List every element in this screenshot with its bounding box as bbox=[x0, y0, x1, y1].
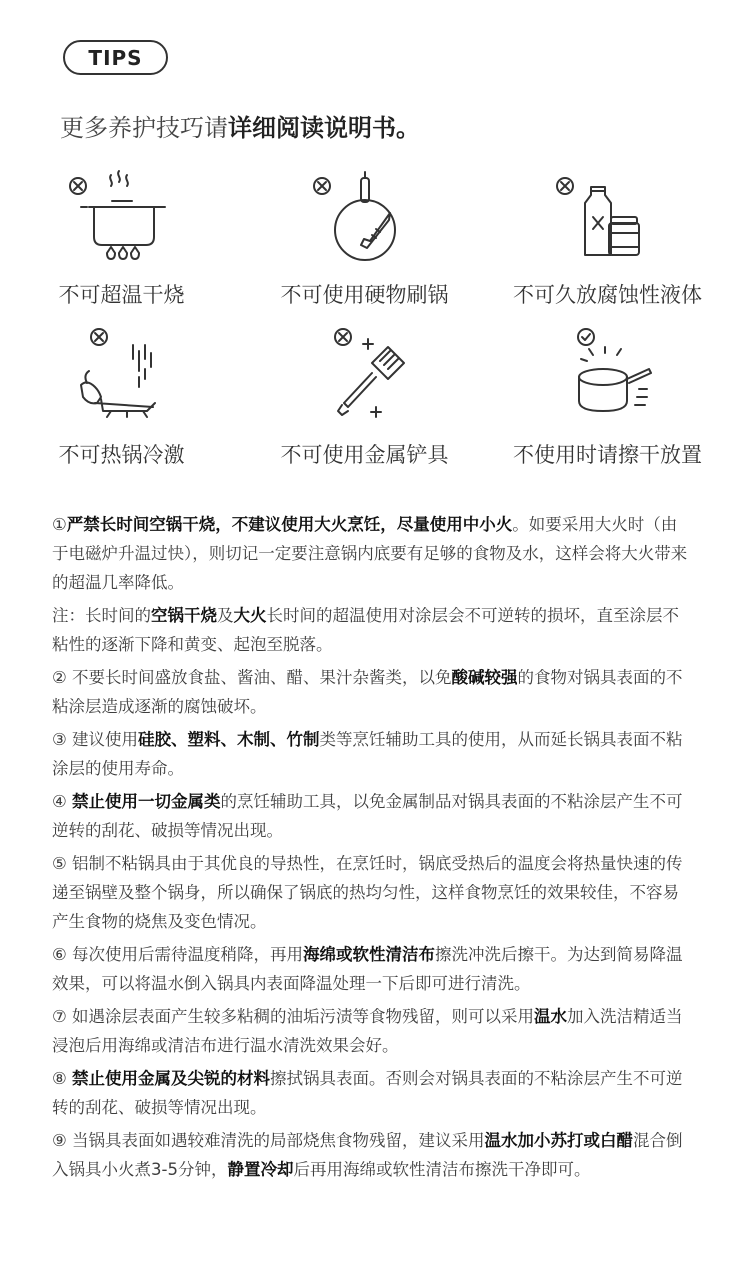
instruction-text: 擦洗冲洗后擦干。为达到简易降温效果，可以将温水倒入锅具内表面降温处理一下后即可进行清洗。 bbox=[52, 945, 683, 993]
icon-caption: 不可超温干烧 bbox=[58, 283, 185, 307]
instruction-text: 长时间的超温使用对涂层会不可逆转的损坏，直至涂层不粘性的逐渐下降和黄变、起泡至脱落。 bbox=[52, 606, 679, 654]
instruction-text: ⑤ 铝制不粘锅具由于其优良的导热性，在烹饪时，锅底受热后的温度会将热量快速的传递至锅壁及整个锅身，所以确保了锅底的热均匀性，这样食物烹饪的效果较佳，不容易产生食物的烧焦及变色情况。 bbox=[52, 854, 683, 931]
instruction-text: ④ bbox=[52, 792, 73, 811]
page-subtitle bbox=[60, 108, 420, 143]
pot-steam-flame-icon bbox=[67, 165, 177, 265]
instruction-text: ③ 建议使用 bbox=[52, 730, 139, 749]
instruction-text: 加入洗洁精适当浸泡后用海绵或清洁布进行温水清洗效果会好。 bbox=[52, 1007, 683, 1055]
instruction-text: ② 不要长时间盛放食盐、酱油、醋、果汁杂酱类，以免 bbox=[52, 668, 452, 687]
instruction-text: 的烹饪辅助工具，以免金属制品对锅具表面的不粘涂层产生不可逆转的刮花、破损等情况出现。 bbox=[52, 792, 683, 840]
icon-card-thermal-shock bbox=[0, 325, 243, 485]
instruction-emphasis: 温水 bbox=[534, 1007, 568, 1026]
icon-caption: 不使用时请擦干放置 bbox=[513, 443, 702, 467]
subtitle-bold: 详细阅读说明书。 bbox=[228, 114, 420, 142]
instruction-emphasis: 硅胶、塑料、木制、竹制 bbox=[138, 730, 320, 749]
icon-caption: 不可久放腐蚀性液体 bbox=[513, 283, 702, 307]
instruction-emphasis: 禁止使用金属及尖锐的材料 bbox=[72, 1069, 271, 1088]
instruction-text: 类等烹饪辅助工具的使用，从而延长锅具表面不粘涂层的使用寿命。 bbox=[52, 730, 683, 778]
hot-pan-cold-water-icon bbox=[67, 325, 177, 425]
instruction-paragraph bbox=[52, 601, 692, 659]
pan-knife-icon bbox=[310, 165, 420, 265]
instruction-text: ⑥ 每次使用后需待温度稍降，再用 bbox=[52, 945, 304, 964]
icon-card-dry-storage bbox=[486, 325, 729, 485]
care-instructions bbox=[52, 510, 692, 1188]
icon-card-hard-object bbox=[243, 165, 486, 325]
tips-label: TIPS bbox=[88, 45, 143, 70]
icon-caption: 不可热锅冷激 bbox=[58, 443, 185, 467]
instruction-paragraph bbox=[52, 940, 692, 998]
instruction-text: 。如要采用大火时（由于电磁炉升温过快），则切记一定要注意锅内底要有足够的食物及水，这样会将大火带来的超温几率降低。 bbox=[52, 515, 688, 592]
metal-spatula-icon bbox=[310, 325, 420, 425]
instruction-emphasis: 酸碱较强 bbox=[451, 668, 518, 687]
instruction-text: ① bbox=[52, 515, 67, 534]
clean-pot-icon bbox=[553, 325, 663, 425]
instruction-text: 注：长时间的 bbox=[52, 606, 151, 625]
tips-badge bbox=[63, 40, 168, 75]
instruction-paragraph bbox=[52, 1126, 692, 1184]
instruction-text: ⑨ 当锅具表面如遇较难清洗的局部烧焦食物残留，建议采用 bbox=[52, 1131, 485, 1150]
instruction-text: 擦拭锅具表面。否则会对锅具表面的不粘涂层产生不可逆转的刮花、破损等情况出现。 bbox=[52, 1069, 683, 1117]
instruction-text: 及 bbox=[217, 606, 234, 625]
bottles-jar-icon bbox=[553, 165, 663, 265]
icon-card-corrosive bbox=[486, 165, 729, 325]
instruction-paragraph bbox=[52, 725, 692, 783]
instruction-emphasis: 大火 bbox=[233, 606, 267, 625]
instruction-paragraph bbox=[52, 510, 692, 597]
subtitle-plain: 更多养护技巧请 bbox=[60, 114, 228, 142]
instruction-emphasis: 严禁长时间空锅干烧，不建议使用大火烹饪，尽量使用中小火 bbox=[66, 515, 513, 534]
instruction-text: ⑦ 如遇涂层表面产生较多粘稠的油垢污渍等食物残留，则可以采用 bbox=[52, 1007, 535, 1026]
instruction-text: 后再用海绵或软性清洁布擦洗干净即可。 bbox=[293, 1160, 591, 1179]
icon-card-metal-tool bbox=[243, 325, 486, 485]
instruction-paragraph bbox=[52, 787, 692, 845]
instruction-paragraph bbox=[52, 849, 692, 936]
instruction-text: 混合倒入锅具小火煮3-5分钟， bbox=[52, 1131, 683, 1179]
icon-card-overheat bbox=[0, 165, 243, 325]
instruction-emphasis: 海绵或软性清洁布 bbox=[303, 945, 436, 964]
instruction-text: ⑧ bbox=[52, 1069, 73, 1088]
instruction-emphasis: 静置冷却 bbox=[227, 1160, 294, 1179]
instruction-emphasis: 空锅干烧 bbox=[151, 606, 217, 625]
icon-caption: 不可使用硬物刷锅 bbox=[280, 283, 449, 307]
instruction-emphasis: 温水加小苏打或白醋 bbox=[484, 1131, 634, 1150]
instruction-emphasis: 禁止使用一切金属类 bbox=[72, 792, 221, 811]
icon-caption: 不可使用金属铲具 bbox=[280, 443, 449, 467]
instruction-text: 的食物对锅具表面的不粘涂层造成逐渐的腐蚀破坏。 bbox=[52, 668, 683, 716]
instruction-paragraph bbox=[52, 663, 692, 721]
instruction-paragraph bbox=[52, 1002, 692, 1060]
check-mark bbox=[582, 334, 590, 340]
instruction-paragraph bbox=[52, 1064, 692, 1122]
